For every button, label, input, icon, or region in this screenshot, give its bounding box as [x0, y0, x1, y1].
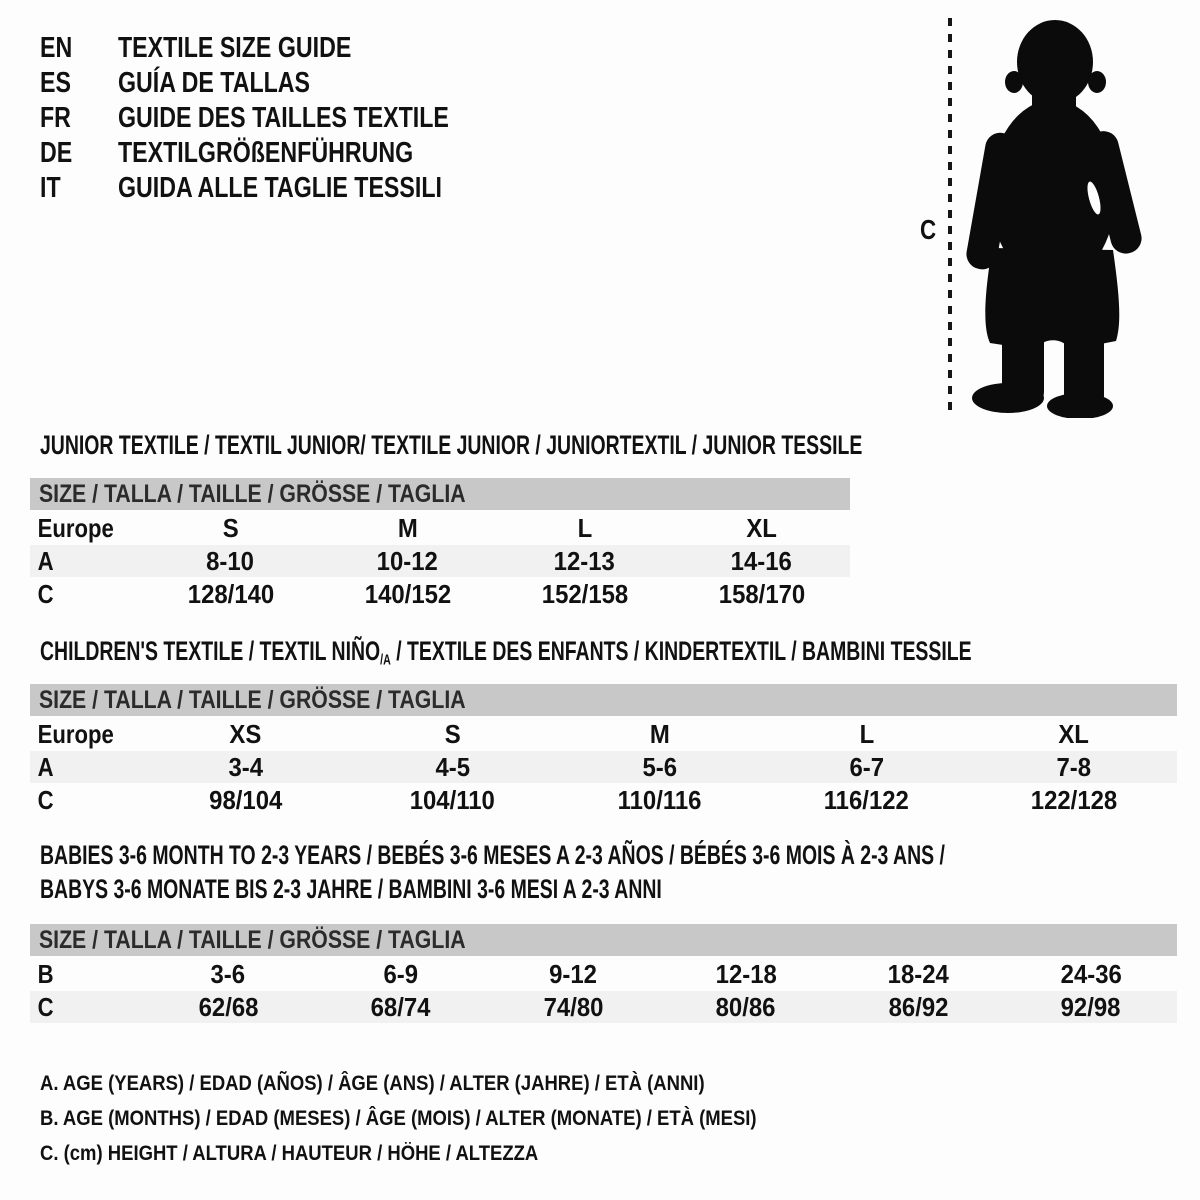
size-cell: 116/122 [823, 784, 910, 815]
language-row [40, 171, 532, 206]
size-header-bar [30, 924, 1177, 956]
size-header-label: SIZE / TALLA / TAILLE / GRÖSSE / TAGLIA [39, 685, 466, 714]
size-cell: 3-6 [210, 958, 246, 989]
size-cell: 110/116 [617, 784, 702, 815]
size-cell: 80/86 [715, 991, 776, 1022]
size-cell: 8-10 [206, 545, 255, 576]
row-label: B [37, 958, 54, 989]
size-cell: 14-16 [730, 545, 793, 576]
table-row [30, 991, 1177, 1023]
legend-line-c: C. (cm) HEIGHT / ALTURA / HAUTEUR / HÖHE / ALTEZZA [40, 1142, 539, 1165]
toddler-silhouette-icon [956, 10, 1148, 418]
language-row [40, 136, 532, 171]
size-cell: M [649, 718, 670, 749]
table-row [30, 512, 850, 544]
language-code: ES [40, 67, 71, 99]
language-row [40, 66, 532, 101]
title-subscript: /A [380, 652, 391, 669]
size-cell: 74/80 [543, 991, 604, 1022]
language-title: GUÍA DE TALLAS [118, 67, 311, 99]
row-label: Europe [37, 718, 114, 749]
size-header-label: SIZE / TALLA / TAILLE / GRÖSSE / TAGLIA [39, 479, 466, 508]
section-title-junior: JUNIOR TEXTILE / TEXTIL JUNIOR/ TEXTILE JUNIOR / JUNIORTEXTIL / JUNIOR TESSILE [40, 430, 863, 460]
table-row [30, 958, 1177, 990]
size-cell: M [397, 512, 418, 543]
babies-size-table [30, 924, 1177, 1024]
size-cell: 98/104 [208, 784, 283, 815]
legend-line-a: A. AGE (YEARS) / EDAD (AÑOS) / ÂGE (ANS) / ALTER (JAHRE) / ETÀ (ANNI) [40, 1072, 705, 1095]
size-cell: XL [746, 512, 777, 543]
size-cell: 62/68 [198, 991, 259, 1022]
language-title-list [40, 31, 532, 206]
language-code: IT [40, 172, 61, 204]
row-label: Europe [37, 512, 114, 543]
section-title-children [40, 636, 1200, 675]
table-row [30, 784, 1177, 816]
size-cell: 5-6 [642, 751, 677, 782]
size-cell: XS [229, 718, 262, 749]
size-cell: 140/152 [364, 578, 451, 609]
babies-title-line1: BABIES 3-6 MONTH TO 2-3 YEARS / BEBÉS 3-6 MESES A 2-3 AÑOS / BÉBÉS 3-6 MOIS À 2-3 ANS / [40, 840, 945, 870]
size-cell: 12-13 [553, 545, 616, 576]
row-label: C [37, 784, 54, 815]
language-title: TEXTILE SIZE GUIDE [118, 32, 352, 64]
language-title: GUIDA ALLE TAGLIE TESSILI [118, 172, 442, 204]
legend-line-b: B. AGE (MONTHS) / EDAD (MESES) / ÂGE (MOIS) / ALTER (MONATE) / ETÀ (MESI) [40, 1107, 757, 1130]
table-row [30, 718, 1177, 750]
size-cell: 6-9 [383, 958, 419, 989]
size-cell: 152/158 [541, 578, 628, 609]
size-cell: S [222, 512, 239, 543]
size-cell: XL [1058, 718, 1089, 749]
size-cell: L [577, 512, 592, 543]
language-title: GUIDE DES TAILLES TEXTILE [118, 102, 449, 134]
table-row [30, 578, 850, 610]
height-measure-label: C [919, 214, 937, 245]
size-cell: 3-4 [228, 751, 263, 782]
table-row [30, 545, 850, 577]
size-cell: 92/98 [1060, 991, 1121, 1022]
section-title-babies [40, 838, 1200, 906]
size-cell: 12-18 [715, 958, 777, 989]
size-cell: L [859, 718, 874, 749]
language-title: TEXTILGRÖßENFÜHRUNG [118, 137, 414, 169]
size-cell: 4-5 [435, 751, 470, 782]
size-header-label: SIZE / TALLA / TAILLE / GRÖSSE / TAGLIA [39, 925, 466, 954]
size-cell: 10-12 [376, 545, 439, 576]
size-cell: 6-7 [849, 751, 884, 782]
row-label: A [37, 751, 54, 782]
children-size-table [30, 684, 1177, 817]
size-cell: S [444, 718, 461, 749]
babies-title-line2: BABYS 3-6 MONATE BIS 2-3 JAHRE / BAMBINI 3-6 MESI A 2-3 ANNI [40, 874, 662, 904]
row-label: A [37, 545, 54, 576]
size-cell: 104/110 [409, 784, 496, 815]
title-pre: CHILDREN'S TEXTILE / TEXTIL NIÑO [40, 636, 381, 666]
size-cell: 68/74 [370, 991, 431, 1022]
size-cell: 158/170 [718, 578, 805, 609]
language-code: EN [40, 32, 73, 64]
size-cell: 86/92 [888, 991, 949, 1022]
size-header-bar [30, 684, 1177, 716]
row-label: C [37, 991, 54, 1022]
language-code: DE [40, 137, 73, 169]
size-cell: 18-24 [887, 958, 949, 989]
language-code: FR [40, 102, 71, 134]
row-label: C [37, 578, 54, 609]
height-dashed-line [948, 18, 952, 418]
size-cell: 7-8 [1056, 751, 1091, 782]
table-row [30, 751, 1177, 783]
size-cell: 128/140 [187, 578, 274, 609]
title-post: / TEXTILE DES ENFANTS / KINDERTEXTIL / BAMBINI TESSILE [390, 636, 972, 666]
legend [40, 1066, 854, 1171]
size-header-bar [30, 478, 850, 510]
language-row [40, 101, 532, 136]
size-cell: 24-36 [1060, 958, 1122, 989]
junior-size-table [30, 478, 850, 611]
size-cell: 122/128 [1030, 784, 1117, 815]
language-row [40, 31, 532, 66]
size-cell: 9-12 [549, 958, 598, 989]
